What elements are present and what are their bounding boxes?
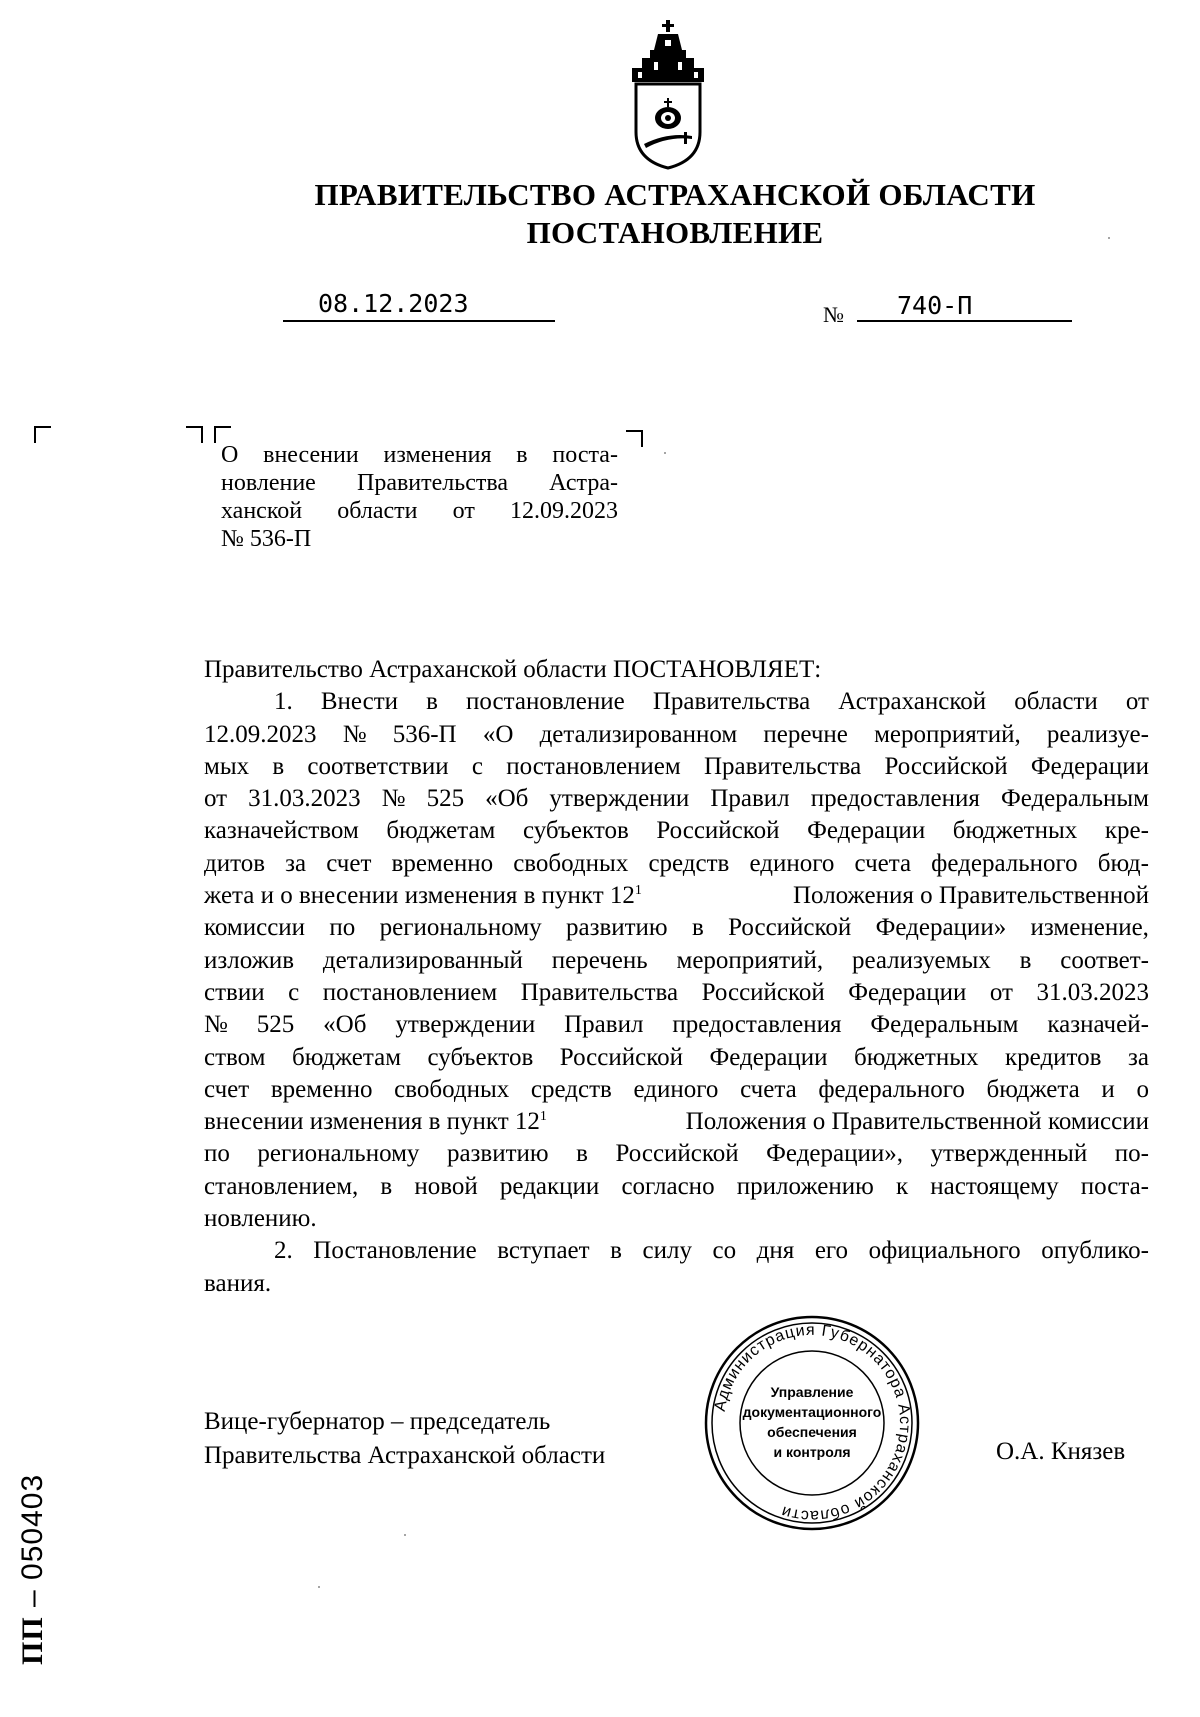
word: области — [1014, 688, 1098, 716]
body-line: вания. — [204, 1269, 272, 1297]
word: Федерации» — [875, 914, 1007, 942]
word: Правил — [564, 1011, 644, 1039]
scan-speck — [1108, 237, 1110, 239]
word: по- — [1114, 1140, 1149, 1168]
word: субъектов — [522, 817, 629, 845]
word: ханской — [221, 498, 303, 524]
word: региональному — [257, 1140, 420, 1168]
word: № — [342, 720, 367, 748]
word: ствии — [204, 978, 265, 1006]
body-intro: Правительство Астраханской области ПОСТАНОВЛЯЕТ: — [204, 656, 822, 683]
word: 12.09.2023 — [510, 498, 618, 524]
word: счет — [204, 1075, 250, 1103]
word: с — [288, 978, 300, 1006]
registration-separator: – — [16, 1579, 49, 1607]
word: кре- — [1104, 817, 1149, 845]
word: от — [452, 498, 475, 524]
word: счета — [740, 1075, 797, 1103]
word: № — [381, 785, 406, 813]
astrakhan-coat-of-arms-icon — [628, 20, 708, 170]
word: казначей- — [1047, 1011, 1149, 1039]
body-line — [204, 1235, 1149, 1267]
word: средств — [648, 849, 730, 877]
body-line — [204, 783, 1149, 815]
body-line — [204, 848, 1149, 880]
word: О — [221, 442, 239, 468]
body-line — [204, 1106, 1149, 1138]
word: области — [337, 498, 418, 524]
word: в — [691, 914, 704, 942]
word: средств — [530, 1075, 612, 1103]
body-line — [204, 719, 1149, 751]
word: казначейством — [204, 817, 359, 845]
word: Внести — [320, 688, 399, 716]
word: вступает — [497, 1237, 590, 1265]
word: опублико- — [1041, 1237, 1149, 1265]
word: 31.03.2023 — [248, 785, 361, 813]
registration-digits: 050403 — [16, 1473, 49, 1580]
corner-bracket — [34, 426, 51, 443]
word: Правительства — [520, 978, 679, 1006]
word: Федеральным — [1000, 785, 1149, 813]
word: постановление — [466, 688, 625, 716]
word: кредитов — [1005, 1043, 1102, 1071]
word: Федерации — [709, 1043, 828, 1071]
signatory-title — [204, 1405, 605, 1473]
word: постановлением — [506, 752, 681, 780]
word: 12.09.2023 — [204, 720, 317, 748]
word: предоставления — [810, 785, 980, 813]
body-line — [204, 977, 1149, 1009]
word: от — [989, 978, 1013, 1006]
document-number: 740-П — [897, 291, 973, 320]
seal-center-line: обеспечения — [767, 1424, 857, 1440]
body-line-part: Положения о Правительственной — [792, 882, 1149, 910]
word: федерального — [931, 849, 1078, 877]
body-line — [204, 751, 1149, 783]
word: бюджетам — [386, 817, 496, 845]
word: Федерации», — [766, 1140, 903, 1168]
word: с — [471, 752, 483, 780]
word: в — [576, 1140, 588, 1168]
word: официального — [868, 1237, 1021, 1265]
word: свободных — [394, 1075, 510, 1103]
word: детализированном — [539, 720, 738, 748]
scan-speck — [664, 452, 666, 454]
word: перечне — [763, 720, 848, 748]
word: дня — [756, 1237, 795, 1265]
word: за — [285, 849, 307, 877]
word: в — [516, 442, 528, 468]
word: Федерации — [848, 978, 967, 1006]
word: Правительства — [703, 752, 862, 780]
word: Астра- — [549, 470, 618, 496]
number-sign: № — [823, 302, 844, 327]
subject-line — [221, 469, 618, 497]
word: и — [1101, 1075, 1115, 1103]
signatory-title-line: Вице-губернатор – председатель — [204, 1408, 551, 1435]
word: силу — [642, 1237, 692, 1265]
body-line — [204, 1042, 1149, 1074]
word: Российской — [728, 914, 852, 942]
seal-center-line: и контроля — [773, 1444, 851, 1460]
word: утвержденный — [930, 1140, 1088, 1168]
word: поста- — [552, 442, 618, 468]
word: изложив — [204, 946, 295, 974]
word: временно — [270, 1075, 373, 1103]
word: Федеральным — [870, 1011, 1019, 1039]
body-line-part: Положения о Правительственной комиссии — [685, 1108, 1149, 1136]
word: Российской — [656, 817, 780, 845]
scan-speck — [318, 1586, 320, 1588]
body-line — [204, 815, 1149, 847]
word: 2. — [274, 1237, 293, 1265]
word: детализированный — [322, 946, 523, 974]
word: ством — [204, 1043, 266, 1071]
word: «Об — [485, 785, 529, 813]
signatory-title-line: Правительства Астраханской области — [204, 1442, 606, 1469]
registration-number — [16, 1474, 50, 1665]
superscript: 1 — [634, 883, 642, 899]
word: 525 — [256, 1011, 295, 1039]
document-subject — [221, 441, 618, 553]
subject-line: № 536-П — [221, 526, 312, 552]
document-body — [204, 654, 1149, 1300]
word: от — [1125, 688, 1149, 716]
word: единого — [633, 1075, 719, 1103]
word: дитов — [204, 849, 265, 877]
word: Правительства — [356, 470, 509, 496]
seal-center-line: документационного — [742, 1404, 882, 1420]
body-line — [204, 945, 1149, 977]
word: согласно — [621, 1172, 715, 1200]
word: Российской — [559, 1043, 683, 1071]
word: в — [610, 1237, 622, 1265]
corner-bracket — [626, 430, 643, 447]
corner-bracket — [186, 426, 203, 443]
word: «О — [482, 720, 514, 748]
word: по — [204, 1140, 230, 1168]
body-line — [204, 1009, 1149, 1041]
word: постановлением — [322, 978, 498, 1006]
word: 1. — [274, 688, 293, 716]
number-underline — [857, 318, 1072, 322]
word: реализуемых — [851, 946, 991, 974]
word: от — [204, 785, 228, 813]
document-date: 08.12.2023 — [318, 289, 469, 318]
word: мероприятий, — [676, 946, 824, 974]
official-seal-stamp — [702, 1313, 922, 1533]
word: временно — [391, 849, 494, 877]
word: со — [712, 1237, 737, 1265]
word: приложению — [736, 1172, 874, 1200]
body-line — [204, 686, 1149, 718]
document-type: ПОСТАНОВЛЕНИЕ — [526, 215, 824, 250]
body-line — [204, 1171, 1149, 1203]
word: в — [1019, 946, 1032, 974]
word: Астраханской — [838, 688, 987, 716]
registration-prefix: ПП — [16, 1616, 49, 1665]
body-line-part: жета и о внесении изменения в пункт $12^1$ — [204, 882, 642, 910]
word: Федерации — [1030, 752, 1149, 780]
word: Правил — [710, 785, 790, 813]
word: утверждении — [549, 785, 690, 813]
word: его — [814, 1237, 849, 1265]
word: поста- — [1080, 1172, 1149, 1200]
word: Постановление — [313, 1237, 477, 1265]
document-heading — [0, 176, 1200, 252]
word: бюджетных — [854, 1043, 979, 1071]
word: развитию — [446, 1140, 549, 1168]
word: мых — [204, 752, 250, 780]
word: Правительства — [652, 688, 811, 716]
body-line — [204, 1074, 1149, 1106]
word: настоящему — [930, 1172, 1059, 1200]
word: бюджетных — [952, 817, 1078, 845]
word: бюд- — [1097, 849, 1149, 877]
word: бюджетам — [291, 1043, 402, 1071]
word: по — [329, 914, 356, 942]
word: развитию — [565, 914, 668, 942]
word: Российской — [701, 978, 825, 1006]
word: в — [380, 1172, 393, 1200]
body-line — [204, 912, 1149, 944]
word: за — [1127, 1043, 1149, 1071]
seal-center-line: Управление — [770, 1384, 854, 1400]
word: перечень — [551, 946, 648, 974]
word: к — [895, 1172, 909, 1200]
word: соответ- — [1060, 946, 1149, 974]
word: Российской — [884, 752, 1008, 780]
word: о — [1136, 1075, 1149, 1103]
word: становлением, — [204, 1172, 359, 1200]
word: в — [426, 688, 438, 716]
scan-speck — [404, 1534, 406, 1536]
word: новой — [414, 1172, 478, 1200]
word: № — [204, 1011, 228, 1039]
signatory-name: О.А. Князев — [996, 1438, 1126, 1465]
word: реализуе- — [1046, 720, 1149, 748]
body-line — [204, 880, 1149, 912]
word: региональному — [379, 914, 542, 942]
word: Российской — [615, 1140, 739, 1168]
body-line — [204, 1138, 1149, 1170]
word: федерального — [818, 1075, 965, 1103]
word: предоставления — [672, 1011, 842, 1039]
date-underline — [283, 318, 555, 322]
word: субъектов — [427, 1043, 534, 1071]
word: счет — [326, 849, 372, 877]
superscript: 1 — [539, 1109, 547, 1125]
word: счета — [854, 849, 912, 877]
word: «Об — [323, 1011, 367, 1039]
subject-line — [221, 441, 618, 469]
word: Федерации — [807, 817, 926, 845]
word: изменения — [383, 442, 492, 468]
word: 536-П — [392, 720, 457, 748]
word: в — [272, 752, 285, 780]
word: 31.03.2023 — [1036, 978, 1149, 1006]
word: утверждении — [395, 1011, 536, 1039]
word: комиссии — [204, 914, 306, 942]
body-line-part: внесении изменения в пункт $12^1$ — [204, 1108, 547, 1136]
word: свободных — [513, 849, 629, 877]
word: изменение, — [1030, 914, 1149, 942]
word: 525 — [426, 785, 465, 813]
body-line: новлению. — [204, 1205, 317, 1233]
word: новление — [221, 470, 316, 496]
word: мероприятий, — [874, 720, 1021, 748]
word: бюджета — [986, 1075, 1080, 1103]
word: единого — [749, 849, 835, 877]
word: редакции — [499, 1172, 600, 1200]
seal-ring-text: Администрация Губернатора Астраханской области — [711, 1321, 914, 1525]
word: внесении — [263, 442, 359, 468]
word: соответствии — [307, 752, 449, 780]
government-name: ПРАВИТЕЛЬСТВО АСТРАХАНСКОЙ ОБЛАСТИ — [314, 177, 1036, 212]
subject-line — [221, 497, 618, 525]
